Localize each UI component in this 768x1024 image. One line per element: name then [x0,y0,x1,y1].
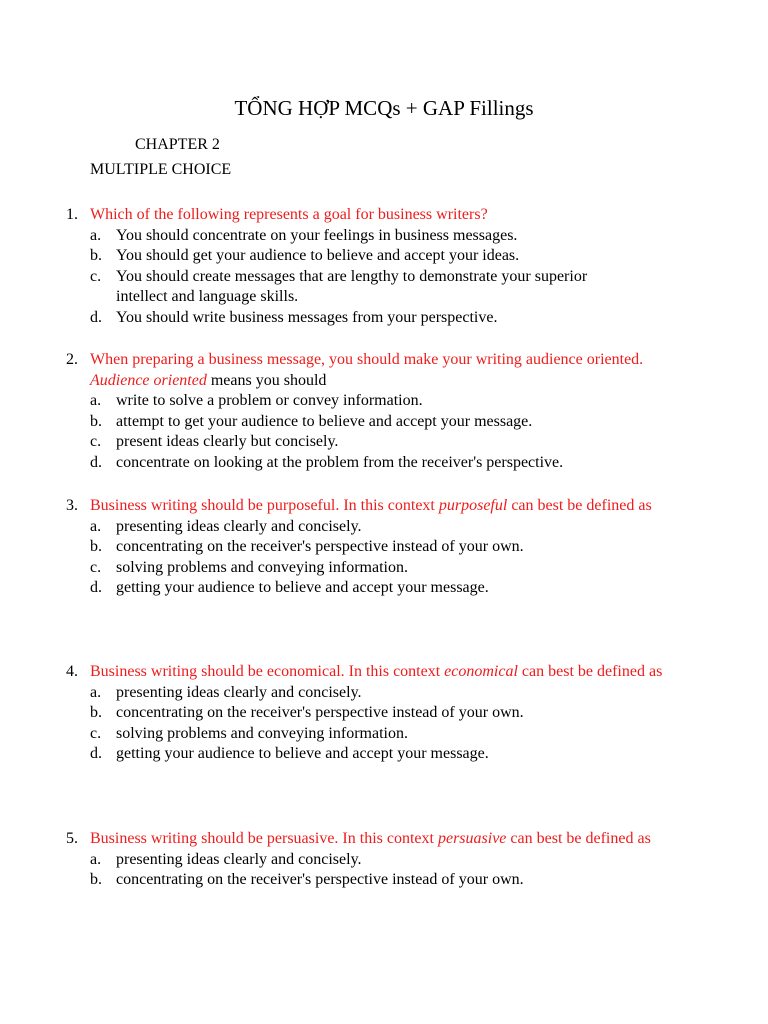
option-d [0,578,616,599]
question-text-italic: economical [444,663,518,680]
option-letter: c. [90,724,102,742]
question-number: 2. [66,351,78,368]
question-4 [0,662,700,765]
option-text: concentrating on the receiver's perspective instead of your own. [116,871,524,889]
option-letter: b. [90,871,102,889]
option-text: write to solve a problem or convey information. [116,392,423,410]
option-a [0,226,616,247]
question-text-main: Business writing should be economical. In this context [90,663,445,680]
option-letter: d. [90,308,102,326]
option-letter: a. [90,517,102,535]
question-number: 5. [66,830,78,847]
question-text [90,496,670,517]
option-text: concentrating on the receiver's perspective instead of your own. [116,538,524,556]
option-text: You should write business messages from your perspective. [116,308,498,326]
option-text: concentrating on the receiver's perspective instead of your own. [116,704,524,722]
question-text-tail: can best be defined as [506,830,651,847]
question-text-tail: can best be defined as [517,663,663,680]
option-a [0,683,616,704]
option-a [0,517,616,538]
option-a [0,391,616,412]
question-number: 3. [66,497,78,514]
option-letter: b. [90,247,102,265]
question-text [90,350,670,391]
option-text: getting your audience to believe and accept your message. [116,579,489,597]
question-number: 1. [66,206,78,223]
option-c [0,432,616,453]
option-letter: a. [90,850,102,868]
option-letter: c. [90,558,102,576]
question-text-main: Which of the following represents a goal for business writers? [90,206,488,223]
option-d [0,308,616,329]
document-title: TỔNG HỢP MCQs + GAP Fillings [234,96,534,120]
option-text: present ideas clearly but concisely. [116,433,339,451]
options-list [0,226,700,329]
option-text: You should concentrate on your feelings in business messages. [116,226,518,244]
chapter-heading: CHAPTER 2 [135,136,220,153]
option-letter: b. [90,412,102,430]
question-5 [0,829,700,891]
options-list [0,391,700,473]
option-letter: b. [90,704,102,722]
option-b [0,703,616,724]
question-2 [0,350,700,474]
option-letter: c. [90,433,102,451]
option-c [0,267,616,308]
question-text [90,205,670,226]
question-number: 4. [66,663,78,680]
option-letter: d. [90,579,102,597]
option-text: concentrate on looking at the problem from the receiver's perspective. [116,453,564,471]
option-letter: a. [90,683,102,701]
question-text-italic: purposeful [438,497,508,514]
options-list [0,683,700,765]
question-text-tail: can best be defined as [507,497,652,514]
option-text: getting your audience to believe and accept your message. [116,745,489,763]
option-text: presenting ideas clearly and concisely. [116,517,362,535]
option-b [0,246,616,267]
section-heading: MULTIPLE CHOICE [90,161,232,178]
option-text: solving problems and conveying information. [116,558,408,576]
option-c [0,558,616,579]
question-text-tail: means you should [206,371,327,389]
option-text: solving problems and conveying information. [116,724,408,742]
question-text [90,829,670,850]
question-text-italic: Audience oriented [90,371,207,389]
option-letter: b. [90,538,102,556]
option-d [0,744,616,765]
options-list [0,517,700,599]
question-text-main: When preparing a business message, you should make your writing audience oriented. [90,351,644,368]
question-text-main: Business writing should be persuasive. In this context [90,830,438,847]
option-d [0,453,616,474]
option-b [0,537,616,558]
option-letter: a. [90,226,102,244]
option-a [0,850,616,871]
question-text-italic: persuasive [437,830,507,847]
option-letter: c. [90,267,102,285]
option-text: attempt to get your audience to believe and accept your message. [116,412,533,430]
question-text [90,662,670,683]
option-text: presenting ideas clearly and concisely. [116,683,362,701]
option-text: presenting ideas clearly and concisely. [116,850,362,868]
option-text: You should create messages that are lengthy to demonstrate your superior intellect and language skills. [116,267,588,306]
option-letter: d. [90,745,102,763]
option-b [0,870,616,891]
option-letter: d. [90,453,102,471]
option-b [0,412,616,433]
options-list [0,850,700,891]
question-text-main: Business writing should be purposeful. In this context [90,497,439,514]
option-c [0,724,616,745]
option-text: You should get your audience to believe and accept your ideas. [116,247,520,265]
option-letter: a. [90,392,102,410]
question-1 [0,205,700,329]
question-3 [0,496,700,599]
